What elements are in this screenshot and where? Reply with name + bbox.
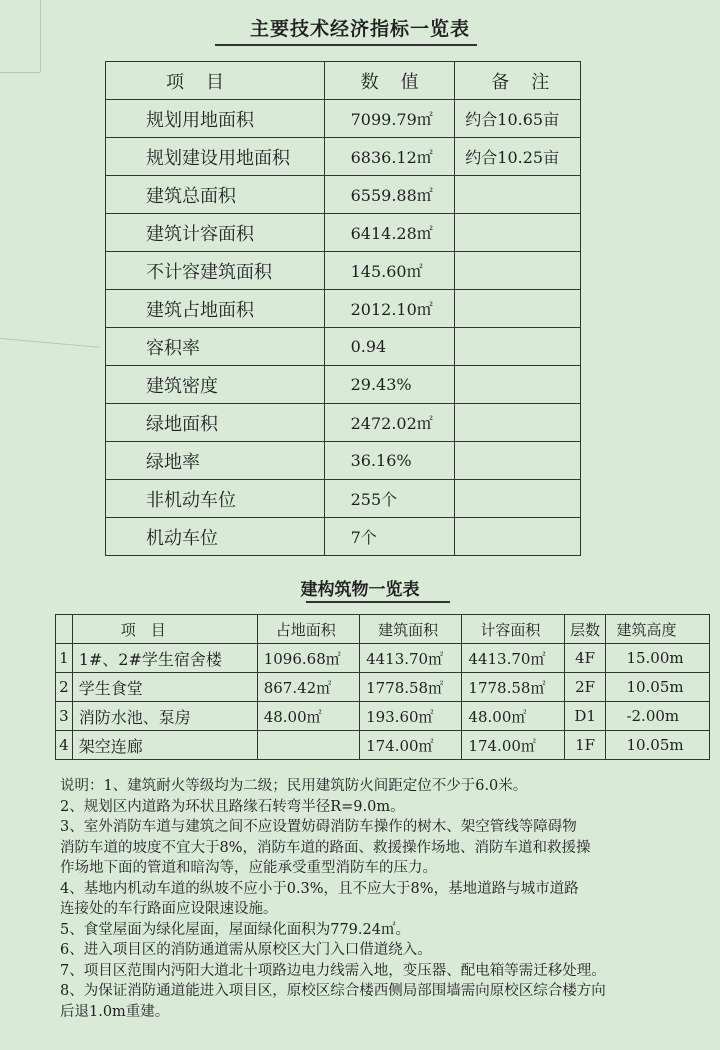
- cell-value: 36.16%: [324, 442, 455, 480]
- building-table-title: 建构筑物一览表: [300, 580, 420, 600]
- cell-item: 规划用地面积: [106, 100, 325, 138]
- cell-note: 约合10.25亩: [455, 138, 581, 176]
- header-no: [56, 615, 73, 644]
- table-row: [106, 290, 581, 328]
- cell-height: 15.00m: [606, 644, 710, 673]
- cell-item: 绿地率: [106, 442, 325, 480]
- table-row: [106, 404, 581, 442]
- title-underline: [215, 44, 477, 46]
- cell-height: -2.00m: [606, 702, 710, 731]
- cell-item: 机动车位: [106, 518, 325, 556]
- header-value: 数 值: [324, 62, 455, 100]
- cell-note: [455, 176, 581, 214]
- cell-no: 2: [56, 673, 73, 702]
- note-line: 4、基地内机动车道的纵坡不应小于0.3%，且不应大于8%，基地道路与城市道路: [60, 880, 579, 897]
- note-line: 8、为保证消防通道能进入项目区，原校区综合楼西侧局部围墙需向原校区综合楼方向: [60, 983, 606, 999]
- note-line: 5、食堂屋面为绿化屋面，屋面绿化面积为779.24㎡。: [60, 921, 410, 938]
- cell-value: 2472.02㎡: [324, 404, 455, 442]
- header-footprint: 占地面积: [257, 615, 359, 644]
- cell-floors: 1F: [564, 731, 606, 760]
- cell-value: 2012.10㎡: [324, 290, 455, 328]
- note-line: 说明：1、建筑耐火等级均为二级；民用建筑防火间距定位不少于6.0米。: [60, 778, 528, 794]
- table-header-row: [106, 62, 581, 100]
- cell-floors: 4F: [564, 644, 606, 673]
- indicator-table: [105, 61, 581, 556]
- cell-far-area: 1778.58㎡: [462, 673, 564, 702]
- table-row: [56, 731, 710, 760]
- note-line: 3、室外消防车道与建筑之间不应设置妨碍消防车操作的树木、架空管线等障碍物: [60, 819, 577, 835]
- cell-item: 建筑密度: [106, 366, 325, 404]
- cell-item: 容积率: [106, 328, 325, 366]
- cell-item: 建筑占地面积: [106, 290, 325, 328]
- background-line: [0, 338, 100, 348]
- header-item: 项 目: [106, 62, 325, 100]
- table-row: [56, 644, 710, 673]
- cell-value: 6836.12㎡: [324, 138, 455, 176]
- cell-value: 6559.88㎡: [324, 176, 455, 214]
- cell-value: 29.43%: [324, 366, 455, 404]
- cell-item: 不计容建筑面积: [106, 252, 325, 290]
- indicator-table-title: 主要技术经济指标一览表: [249, 18, 470, 40]
- cell-area: 174.00㎡: [360, 731, 462, 760]
- cell-note: [455, 442, 581, 480]
- cell-note: 约合10.65亩: [455, 100, 581, 138]
- cell-no: 4: [56, 731, 73, 760]
- cell-floors: D1: [564, 702, 606, 731]
- cell-footprint: 1096.68㎡: [257, 644, 359, 673]
- cell-area: 1778.58㎡: [360, 673, 462, 702]
- cell-no: 3: [56, 702, 73, 731]
- cell-item: 建筑总面积: [106, 176, 325, 214]
- cell-footprint: 48.00㎡: [257, 702, 359, 731]
- note-line: 7、项目区范围内沔阳大道北十项路边电力线需入地，变压器、配电箱等需迁移处理。: [60, 962, 606, 979]
- cell-value: 7个: [324, 518, 455, 556]
- cell-note: [455, 328, 581, 366]
- header-far-area: 计容面积: [462, 615, 564, 644]
- note-line: 作场地下面的管道和暗沟等，应能承受重型消防车的压力。: [60, 860, 437, 876]
- cell-note: [455, 252, 581, 290]
- table-row: [106, 214, 581, 252]
- cell-note: [455, 518, 581, 556]
- table-row: [106, 176, 581, 214]
- table-row: [56, 673, 710, 702]
- cell-footprint: [257, 731, 359, 760]
- cell-value: 145.60㎡: [324, 252, 455, 290]
- table-row: [106, 328, 581, 366]
- building-table: [55, 614, 710, 760]
- note-line: 6、进入项目区的消防通道需从原校区大门入口借道绕入。: [60, 942, 432, 958]
- note-line: 连接处的车行路面应设限速设施。: [60, 901, 278, 917]
- table-row: [106, 366, 581, 404]
- cell-name: 1#、2#学生宿舍楼: [72, 644, 257, 673]
- cell-area: 193.60㎡: [360, 702, 462, 731]
- table-row: [106, 518, 581, 556]
- cell-far-area: 174.00㎡: [462, 731, 564, 760]
- table-row: [106, 252, 581, 290]
- note-line: 消防车道的坡度不宜大于8%，消防车道的路面、救援操作场地、消防车道和救援操: [60, 839, 591, 856]
- header-floors: 层数: [564, 615, 606, 644]
- table-row: [106, 442, 581, 480]
- table-row: [56, 702, 710, 731]
- notes-block: [60, 776, 710, 1022]
- cell-value: 0.94: [324, 328, 455, 366]
- cell-note: [455, 214, 581, 252]
- cell-note: [455, 404, 581, 442]
- cell-name: 架空连廊: [72, 731, 257, 760]
- table-row: [106, 100, 581, 138]
- cell-item: 建筑计容面积: [106, 214, 325, 252]
- cell-floors: 2F: [564, 673, 606, 702]
- cell-no: 1: [56, 644, 73, 673]
- cell-value: 6414.28㎡: [324, 214, 455, 252]
- note-line: 后退1.0m重建。: [60, 1003, 170, 1020]
- cell-height: 10.05m: [606, 731, 710, 760]
- cell-item: 规划建设用地面积: [106, 138, 325, 176]
- cell-name: 学生食堂: [72, 673, 257, 702]
- header-note: 备 注: [455, 62, 581, 100]
- cell-area: 4413.70㎡: [360, 644, 462, 673]
- cell-note: [455, 290, 581, 328]
- cell-note: [455, 366, 581, 404]
- cell-height: 10.05m: [606, 673, 710, 702]
- title-underline: [306, 601, 450, 603]
- cell-footprint: 867.42㎡: [257, 673, 359, 702]
- cell-value: 255个: [324, 480, 455, 518]
- cell-item: 非机动车位: [106, 480, 325, 518]
- cell-note: [455, 480, 581, 518]
- header-area: 建筑面积: [360, 615, 462, 644]
- cell-value: 7099.79㎡: [324, 100, 455, 138]
- header-item: 项 目: [72, 615, 257, 644]
- cell-far-area: 48.00㎡: [462, 702, 564, 731]
- cell-far-area: 4413.70㎡: [462, 644, 564, 673]
- table-header-row: [56, 615, 710, 644]
- cell-name: 消防水池、泵房: [72, 702, 257, 731]
- note-line: 2、规划区内道路为环状且路缘石转弯半径R=9.0m。: [60, 798, 405, 815]
- background-line: [0, 72, 40, 73]
- cell-item: 绿地面积: [106, 404, 325, 442]
- table-row: [106, 480, 581, 518]
- header-height: 建筑高度: [606, 615, 710, 644]
- table-row: [106, 138, 581, 176]
